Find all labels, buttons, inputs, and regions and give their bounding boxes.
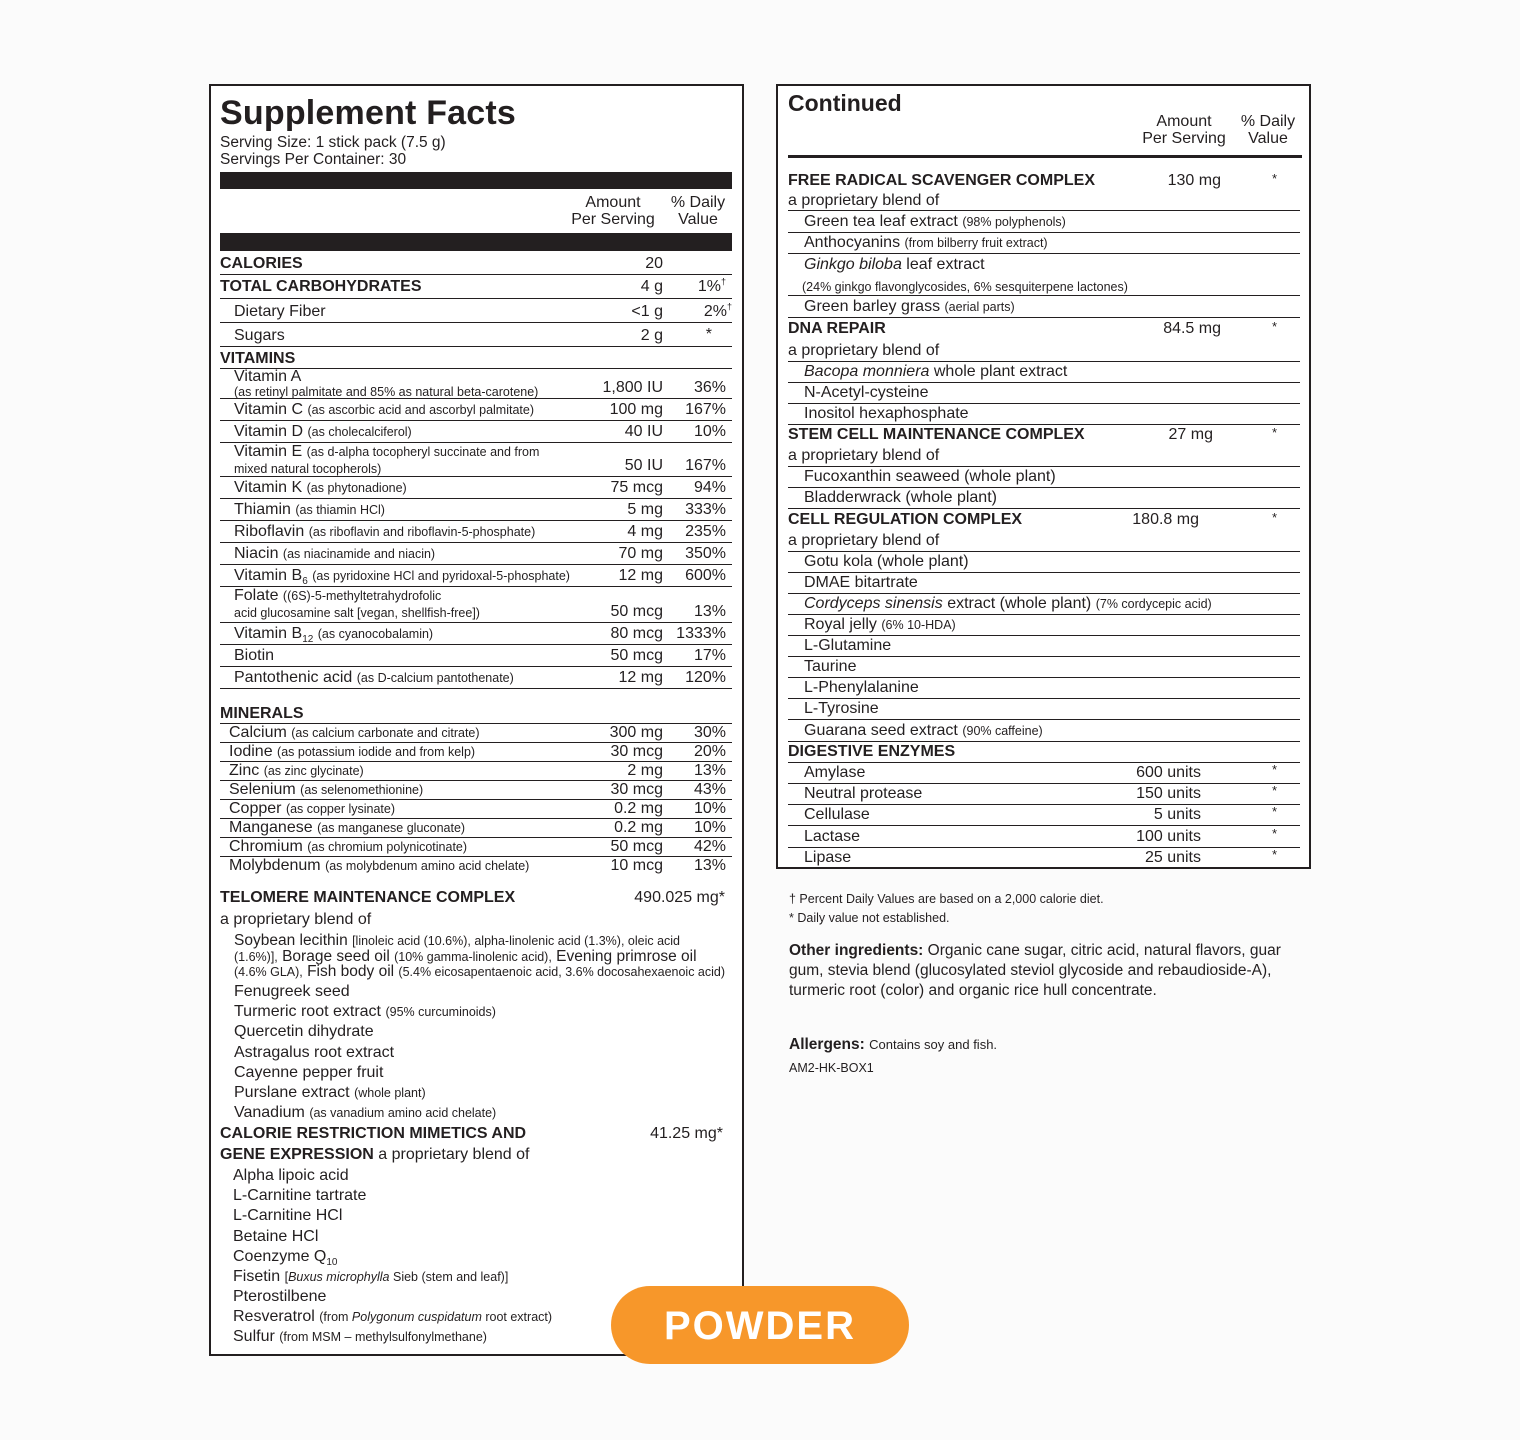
calories-label: CALORIES — [220, 255, 303, 272]
cell-blend-row: a proprietary blend of — [788, 530, 1300, 552]
vitamin-row — [220, 499, 732, 521]
cordyceps-row: Cordyceps sinensis extract (whole plant) (7% cordycepic acid) — [788, 594, 1300, 615]
crm-item: L-Carnitine tartrate — [233, 1187, 367, 1205]
frs-dv: * — [1272, 171, 1278, 186]
telomere-blend: a proprietary blend of — [220, 911, 372, 928]
vitamin-name: Vitamin A — [234, 368, 302, 385]
continued-panel — [776, 84, 1311, 869]
minerals-heading-row — [220, 705, 732, 724]
enzyme-row: Lactase 100 units * — [788, 827, 1300, 848]
vitamin-dv: 600% — [685, 567, 726, 584]
minerals-heading: MINERALS — [220, 705, 304, 722]
vitamin-name: Niacin (as niacinamide and niacin) — [234, 545, 436, 562]
vitamin-amount: 1,800 IU — [602, 379, 663, 396]
dna-dv: * — [1272, 319, 1278, 334]
carbs-dv: 1%† — [697, 276, 726, 295]
borage-seed-line: (1.6%)], Borage seed oil (10% gamma-linolenic acid), Evening primrose oil — [234, 948, 697, 965]
vitamin-dv: 94% — [693, 479, 726, 496]
vitamin-amount: 12 mg — [618, 669, 663, 686]
vitamin-dv: 1333% — [676, 625, 726, 642]
dna-amount: 84.5 mg — [1163, 320, 1221, 337]
nac-row: N-Acetyl-cysteine — [788, 383, 1300, 404]
carbs-row — [220, 275, 732, 299]
vitamin-name: Folate ((6S)-5-methyltetrahydrofolic — [234, 587, 442, 604]
vitamin-name: Biotin — [234, 647, 275, 664]
crm-item: Coenzyme $Q_{10}$ — [233, 1247, 338, 1268]
vitamin-dv: 36% — [693, 379, 726, 396]
crm-amount: 41.25 mg* — [650, 1125, 723, 1142]
header-rule — [788, 155, 1302, 158]
mineral-row: Iodine (as potassium iodide and from kelp) 30 mcg 20% — [220, 743, 732, 762]
crm-item: L-Carnitine HCl — [233, 1207, 343, 1225]
vitamin-amount: 50 mcg — [610, 647, 663, 664]
powder-badge: POWDER — [611, 1286, 909, 1364]
daily-value-header-right: % Daily Value — [1240, 113, 1296, 147]
vitamin-note: mixed natural tocopherols) — [234, 462, 382, 476]
vitamin-amount: 80 mcg — [610, 625, 663, 642]
cell-item-row: L-Glutamine — [788, 636, 1300, 657]
vitamin-amount: 4 mg — [627, 523, 663, 540]
cell-item-row: L-Phenylalanine — [788, 678, 1300, 699]
vitamin-dv: 120% — [685, 669, 726, 686]
vitamin-amount: 75 mcg — [610, 479, 663, 496]
vitamin-name: Riboflavin (as riboflavin and riboflavin-5-phosphate) — [234, 523, 536, 540]
telomere-name: TELOMERE MAINTENANCE COMPLEX — [220, 889, 516, 906]
stem-item-row: Bladderwrack (whole plant) — [788, 488, 1300, 509]
vitamin-row — [220, 645, 732, 667]
vitamin-dv: 167% — [685, 401, 726, 418]
enzyme-row: Cellulase 5 units * — [788, 805, 1300, 826]
vitamins-heading-row — [220, 347, 732, 369]
vitamin-row — [220, 667, 732, 689]
gotu-row: Gotu kola (whole plant) — [788, 552, 1300, 573]
inositol-row: Inositol hexaphosphate — [788, 404, 1300, 425]
vitamin-row — [220, 421, 732, 443]
cell-dv: * — [1272, 510, 1278, 525]
mineral-row: Zinc (as zinc glycinate) 2 mg 13% — [220, 762, 732, 781]
cell-item-row: Taurine — [788, 657, 1300, 678]
amount-header-right: Amount Per Serving — [1142, 113, 1226, 147]
vitamin-amount: 5 mg — [627, 501, 663, 518]
mineral-row: Calcium (as calcium carbonate and citrate) 300 mg 30% — [220, 724, 732, 743]
soybean-lecithin-line: Soybean lecithin [linoleic acid (10.6%), alpha-linolenic acid (1.3%), oleic acid — [234, 932, 681, 949]
vitamin-row — [220, 521, 732, 543]
enzyme-row: Lipase 25 units * — [804, 846, 1278, 866]
sugars-row — [220, 323, 732, 347]
telomere-item: Fenugreek seed — [234, 983, 350, 1000]
green-tea-row: Green tea leaf extract (98% polyphenols) — [788, 211, 1300, 233]
guarana-row: Guarana seed extract (90% caffeine) — [788, 720, 1300, 742]
dagger-footnote: † Percent Daily Values are based on a 2,000 calorie diet. — [789, 892, 1104, 906]
crm-name-line2: GENE EXPRESSION a proprietary blend of — [220, 1146, 530, 1163]
star-footnote: * Daily value not established. — [789, 911, 950, 925]
vitamin-amount: 12 mg — [618, 567, 663, 584]
supplement-facts-panel — [209, 84, 744, 1356]
vitamin-name: Vitamin D (as cholecalciferol) — [234, 423, 412, 440]
frs-name: FREE RADICAL SCAVENGER COMPLEX — [788, 172, 1095, 189]
vitamin-name: Thiamin (as thiamin HCl) — [234, 501, 385, 518]
dna-name: DNA REPAIR — [788, 320, 886, 337]
sugars-amount: 2 g — [640, 327, 663, 344]
vitamin-amount: 70 mg — [618, 545, 663, 562]
servings-per-container: Servings Per Container: 30 — [220, 151, 407, 168]
crm-name-line1: CALORIE RESTRICTION MIMETICS AND — [220, 1125, 527, 1142]
vitamin-name: Vitamin E (as d-alpha tocopheryl succinate and from — [234, 443, 540, 460]
anthocyanins-row: Anthocyanins (from bilberry fruit extract) — [788, 233, 1300, 254]
vitamin-row — [220, 477, 732, 499]
serving-size: Serving Size: 1 stick pack (7.5 g) — [220, 134, 446, 151]
calories-amount: 20 — [645, 255, 663, 272]
dna-blend-row: a proprietary blend of — [788, 340, 1300, 362]
sugars-label: Sugars — [234, 327, 285, 344]
mineral-row: Manganese (as manganese gluconate) 0.2 mg 10% — [220, 819, 732, 838]
vitamin-note: acid glucosamine salt [vegan, shellfish-free]) — [234, 606, 480, 620]
vitamin-row — [220, 443, 732, 477]
telomere-amount: 490.025 mg* — [634, 889, 725, 906]
other-ingredients: Other ingredients: Organic cane sugar, citric acid, natural flavors, guar gum, stevia blend (glucosylated steviol glycoside and rebaudioside-A), turmeric root (color) and organic rice hull concentrate. — [789, 942, 1281, 999]
vitamin-row — [220, 565, 732, 587]
amount-header: Amount Per Serving — [571, 194, 655, 228]
stem-dv: * — [1272, 425, 1278, 440]
royal-jelly-row: Royal jelly (6% 10-HDA) — [788, 615, 1300, 636]
crm-item: Alpha lipoic acid — [233, 1167, 349, 1184]
stem-name: STEM CELL MAINTENANCE COMPLEX — [788, 426, 1085, 443]
mineral-row: Chromium (as chromium polynicotinate) 50 mcg 42% — [220, 838, 732, 857]
cell-amount: 180.8 mg — [1132, 511, 1199, 528]
vitamin-dv: 333% — [685, 501, 726, 518]
resveratrol-item: Resveratrol (from Polygonum cuspidatum root extract) — [233, 1308, 553, 1325]
vitamin-name: Vitamin $B_6$ (as pyridoxine HCl and pyridoxal-5-phosphate) — [234, 567, 570, 588]
mineral-row: Copper (as copper lysinate) 0.2 mg 10% — [220, 800, 732, 819]
ginkgo-row: Ginkgo biloba leaf extract (24% ginkgo flavonglycosides, 6% sesquiterpene lactones) — [788, 254, 1300, 296]
vitamin-amount: 100 mg — [609, 401, 663, 418]
enzymes-heading-row: DIGESTIVE ENZYMES — [788, 742, 1300, 763]
frs-blend-row: a proprietary blend of — [788, 192, 1300, 211]
cell-item-row: L-Tyrosine — [788, 699, 1300, 720]
crm-item: Betaine HCl — [233, 1227, 319, 1245]
vitamin-row — [220, 543, 732, 565]
vitamins-heading: VITAMINS — [220, 350, 296, 367]
barley-row: Green barley grass (aerial parts) — [788, 296, 1300, 318]
fisetin-item: Fisetin [Buxus microphylla Sieb (stem and leaf)] — [233, 1268, 509, 1285]
carbs-amount: 4 g — [640, 278, 663, 295]
frs-amount: 130 mg — [1167, 172, 1221, 189]
telomere-item: Purslane extract (whole plant) — [234, 1084, 426, 1101]
vitamin-name: Vitamin $B_{12}$ (as cyanocobalamin) — [234, 625, 434, 646]
fiber-label: Dietary Fiber — [234, 303, 326, 320]
stem-amount: 27 mg — [1168, 426, 1213, 443]
vitamin-row — [220, 399, 732, 421]
stem-item-row: Fucoxanthin seaweed (whole plant) — [788, 467, 1300, 488]
vitamin-amount: 50 IU — [624, 457, 663, 474]
telomere-item: Vanadium (as vanadium amino acid chelate) — [234, 1104, 497, 1122]
fish-oil-line: (4.6% GLA), Fish body oil (5.4% eicosapentaenoic acid, 3.6% docosahexaenoic acid) — [234, 963, 726, 980]
vitamin-dv: 17% — [693, 647, 726, 664]
vitamin-amount: 40 IU — [624, 423, 663, 440]
enzyme-row: Amylase 600 units * — [788, 763, 1300, 784]
telomere-item: Cayenne pepper fruit — [234, 1063, 384, 1081]
panel-title: Supplement Facts — [220, 94, 517, 132]
bacopa-row: Bacopa monniera whole plant extract — [788, 362, 1300, 383]
sulfur-item: Sulfur (from MSM – methylsulfonylmethane) — [233, 1328, 487, 1345]
header-bar-top — [220, 172, 732, 189]
dmae-row: DMAE bitartrate — [788, 573, 1300, 594]
carbs-label: TOTAL CARBOHYDRATES — [220, 278, 422, 295]
vitamin-dv: 13% — [693, 603, 726, 620]
fiber-row — [220, 299, 732, 323]
mineral-row: Molybdenum (as molybdenum amino acid chelate) 10 mcg 13% — [229, 857, 726, 874]
mineral-row: Selenium (as selenomethionine) 30 mcg 43% — [220, 781, 732, 800]
telomere-item: Astragalus root extract — [234, 1043, 395, 1061]
enzyme-row: Neutral protease 150 units * — [788, 784, 1300, 805]
stem-blend-row: a proprietary blend of — [788, 446, 1300, 467]
vitamin-note: (as retinyl palmitate and 85% as natural beta-carotene) — [234, 385, 539, 399]
calories-row — [220, 252, 732, 275]
vitamin-name: Pantothenic acid (as D-calcium pantothenate) — [234, 669, 514, 686]
sugars-dv: * — [705, 326, 712, 343]
vitamin-dv: 235% — [685, 523, 726, 540]
product-code: AM2-HK-BOX1 — [789, 1061, 874, 1075]
vitamin-dv: 350% — [685, 545, 726, 562]
fiber-amount: <1 g — [631, 303, 663, 320]
pterostilbene-item: Pterostilbene — [233, 1288, 327, 1305]
cell-name: CELL REGULATION COMPLEX — [788, 511, 1023, 528]
allergens: Allergens: Contains soy and fish. — [789, 1036, 998, 1053]
vitamin-name: Vitamin C (as ascorbic acid and ascorbyl palmitate) — [234, 401, 535, 418]
continued-title: Continued — [788, 90, 902, 116]
fiber-dv: 2%† — [703, 301, 732, 320]
telomere-item: Quercetin dihydrate — [234, 1023, 374, 1041]
vitamin-row — [220, 623, 732, 645]
header-bar-bottom — [220, 233, 732, 251]
vitamin-name: Vitamin K (as phytonadione) — [234, 479, 407, 496]
daily-value-header: % Daily Value — [670, 194, 726, 228]
vitamin-row — [220, 369, 732, 399]
telomere-item: Turmeric root extract (95% curcuminoids) — [234, 1003, 496, 1021]
vitamin-amount: 50 mcg — [610, 603, 663, 620]
vitamin-row — [220, 587, 732, 623]
vitamin-dv: 10% — [693, 423, 726, 440]
vitamin-dv: 167% — [685, 457, 726, 474]
